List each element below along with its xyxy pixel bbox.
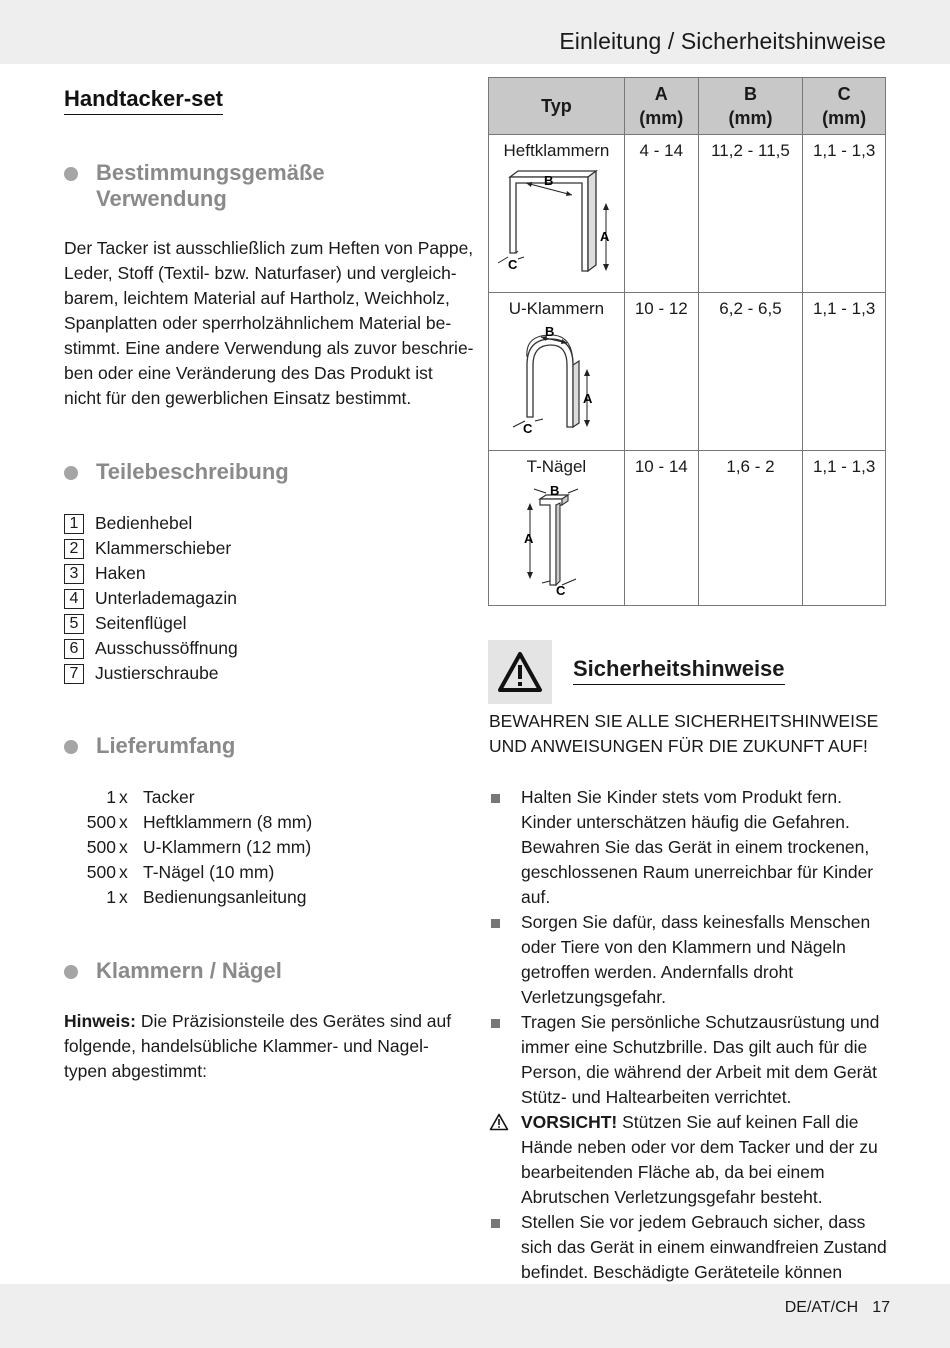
list-item: 1 Bedienhebel bbox=[64, 511, 238, 536]
value-b: 11,2 - 11,5 bbox=[698, 135, 803, 293]
page-header-title: Einleitung / Sicherheitshinweise bbox=[559, 28, 886, 54]
section-bullet-icon bbox=[64, 466, 78, 480]
list-item: 500 x T-Nägel (10 mm) bbox=[86, 862, 275, 882]
list-item: Sorgen Sie dafür, dass keinesfalls Menschen oder Tiere von den Klammern und Nägeln getroffen werden. Andernfalls droht Verletzungsgefahr. bbox=[489, 910, 889, 1010]
value-a: 10 - 12 bbox=[624, 293, 698, 451]
value-b: 6,2 - 6,5 bbox=[698, 293, 803, 451]
section-bullet-icon bbox=[64, 167, 78, 181]
section-title: Klammern / Nägel bbox=[96, 958, 282, 983]
svg-text:B: B bbox=[544, 173, 554, 188]
svg-text:C: C bbox=[523, 421, 533, 436]
section-title: Teilebeschreibung bbox=[96, 459, 289, 484]
value-b: 1,6 - 2 bbox=[698, 451, 803, 606]
list-item: Tragen Sie persönliche Schutzausrüstung und immer eine Schutzbrille. Das gilt auch für die Person, die während der Arbeit mit dem Gerät Stütz- und Haltearbeiten verrichtet. bbox=[489, 1010, 889, 1110]
section-scope bbox=[64, 733, 235, 759]
scope-list bbox=[64, 785, 312, 910]
staples-table bbox=[488, 77, 886, 606]
type-cell: T-Nägel B A C bbox=[489, 451, 625, 606]
header-a: A (mm) bbox=[624, 78, 698, 135]
page-number: 17 bbox=[872, 1299, 890, 1316]
list-item: 500 x U-Klammern (12 mm) bbox=[86, 837, 312, 857]
safety-caps-notice: BEWAHREN SIE ALLE SICHERHEITSHINWEISE UND ANWEISUNGEN FÜR DIE ZUKUNFT AUF! bbox=[489, 711, 879, 756]
svg-text:A: A bbox=[583, 391, 593, 406]
value-c: 1,1 - 1,3 bbox=[803, 293, 886, 451]
caution-label: VORSICHT! bbox=[521, 1112, 618, 1132]
value-c: 1,1 - 1,3 bbox=[803, 451, 886, 606]
list-item: 4 Unterlademagazin bbox=[64, 586, 238, 611]
svg-text:C: C bbox=[508, 257, 518, 272]
table-row bbox=[489, 451, 886, 606]
svg-text:A: A bbox=[524, 531, 534, 546]
list-item: 7 Justierschraube bbox=[64, 661, 238, 686]
list-item: 2 Klammerschieber bbox=[64, 536, 238, 561]
table-header-row bbox=[489, 78, 886, 135]
square-bullet-icon bbox=[491, 1019, 500, 1028]
section-parts bbox=[64, 459, 289, 485]
section-title: Lieferumfang bbox=[96, 733, 236, 758]
warning-box bbox=[488, 640, 552, 704]
section-staples bbox=[64, 958, 282, 984]
svg-text:B: B bbox=[550, 485, 560, 498]
header-c: C (mm) bbox=[803, 78, 886, 135]
svg-text:B: B bbox=[545, 327, 555, 339]
list-item: 1 x Tacker bbox=[106, 787, 195, 807]
staples-note: Hinweis: Die Präzisionsteile des Gerätes sind auf folgende, handelsübliche Klammer- und Nagel- typen abgestimmt: bbox=[64, 1011, 452, 1081]
safety-title: Sicherheitshinweise bbox=[573, 656, 785, 685]
square-bullet-icon bbox=[491, 794, 500, 803]
note-label: Hinweis: bbox=[64, 1011, 136, 1031]
svg-text:C: C bbox=[556, 583, 566, 597]
header-b: B (mm) bbox=[698, 78, 803, 135]
parts-list bbox=[64, 511, 238, 686]
list-item: 3 Haken bbox=[64, 561, 238, 586]
value-a: 10 - 14 bbox=[624, 451, 698, 606]
square-bullet-icon bbox=[491, 1219, 500, 1228]
list-item: VORSICHT! Stützen Sie auf keinen Fall die Hände neben oder vor dem Tacker und der zu bearbeitenden Fläche ab, da bei einem Abrutschen Verletzungsgefahr besteht. bbox=[489, 1110, 889, 1210]
footer-region: DE/AT/CH bbox=[784, 1299, 859, 1316]
t-nail-diagram-icon bbox=[516, 485, 596, 597]
list-item: 500 x Heftklammern (8 mm) bbox=[86, 812, 313, 832]
list-item: Stellen Sie vor jedem Gebrauch sicher, dass sich das Gerät in einem einwandfreien Zustand befindet. Beschädigte Geräteteile können bbox=[489, 1210, 889, 1310]
safety-bullet-list bbox=[489, 785, 889, 1310]
warning-triangle-icon bbox=[489, 1113, 509, 1131]
staple-diagram-icon bbox=[496, 169, 616, 279]
table-row bbox=[489, 135, 886, 293]
section-title: Bestimmungsgemäße Verwendung bbox=[96, 160, 325, 211]
list-item: 1 x Bedienungsanleitung bbox=[106, 887, 307, 907]
warning-triangle-icon bbox=[497, 651, 543, 693]
section-bullet-icon bbox=[64, 965, 78, 979]
list-item: Halten Sie Kinder stets vom Produkt fern. Kinder unterschätzen häufig die Gefahren. Bewahren Sie das Gerät in einem trockenen, geschlossenen Raum unerreichbar für Kinder auf. bbox=[489, 785, 889, 910]
value-c: 1,1 - 1,3 bbox=[803, 135, 886, 293]
type-cell: Heftklammern B A C bbox=[489, 135, 625, 293]
page-footer bbox=[785, 1299, 890, 1317]
u-staple-diagram-icon bbox=[511, 327, 601, 437]
intended-use-text: Der Tacker ist ausschließlich zum Heften von Pappe, Leder, Stoff (Textil- bzw. Naturfaser) und vergleich- barem, leichtem Material auf Hartholz, Weichholz, Spanplatten oder sperrholzähnlichem Material be- stimmt. Eine andere Verwendung als zuvor beschrie- ben oder eine Veränderung des Das Produkt ist nicht für den gewerblichen Einsatz bestimmt. bbox=[64, 238, 474, 408]
svg-text:A: A bbox=[600, 229, 610, 244]
square-bullet-icon bbox=[491, 919, 500, 928]
main-title: Handtacker-set bbox=[64, 86, 223, 115]
type-cell: U-Klammern B A C bbox=[489, 293, 625, 451]
list-item: 5 Seitenflügel bbox=[64, 611, 238, 636]
header-typ: Typ bbox=[489, 78, 625, 135]
list-item: 6 Ausschussöffnung bbox=[64, 636, 238, 661]
section-intended-use bbox=[64, 160, 325, 212]
value-a: 4 - 14 bbox=[624, 135, 698, 293]
table-row bbox=[489, 293, 886, 451]
section-bullet-icon bbox=[64, 740, 78, 754]
